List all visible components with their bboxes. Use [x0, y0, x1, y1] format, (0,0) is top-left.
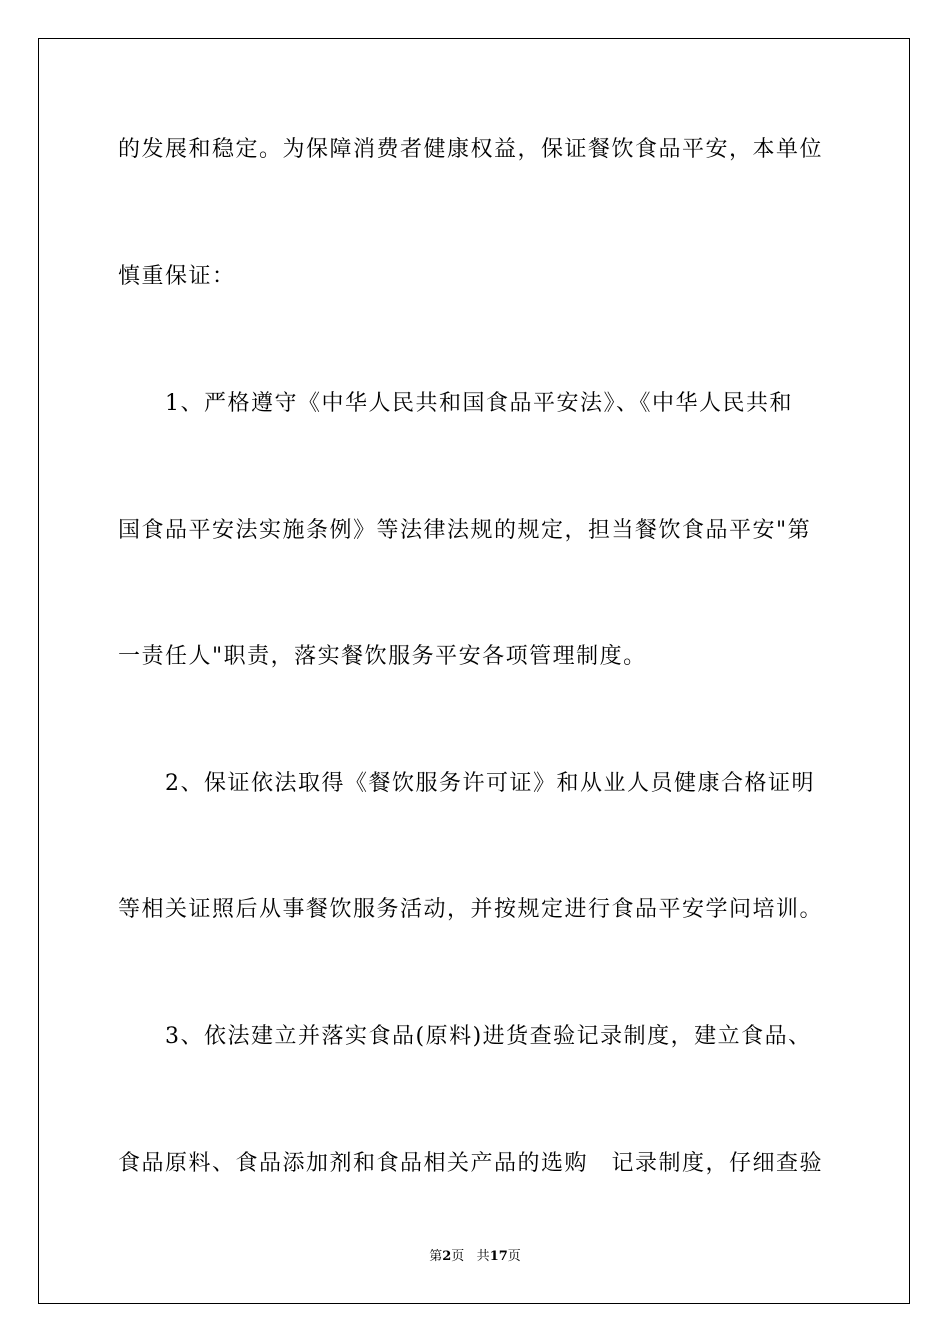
- text-line-8: 3、依法建立并落实食品(原料)进货查验记录制度，建立食品、: [118, 1024, 812, 1049]
- text-line-5: 一责任人"职责，落实餐饮服务平安各项管理制度。: [118, 644, 647, 669]
- text-line-3: 1、严格遵守《中华人民共和国食品平安法》、《中华人民共和: [118, 391, 793, 416]
- footer-total-prefix: 共: [476, 1249, 490, 1264]
- text-line-1: 的发展和稳定。为保障消费者健康权益，保证餐饮食品平安，本单位: [118, 137, 824, 162]
- footer-total-suffix: 页: [507, 1249, 521, 1264]
- text-line-2: 慎重保证：: [118, 264, 236, 289]
- page-footer: [0, 1248, 950, 1266]
- footer-page-number: 2: [442, 1249, 452, 1264]
- footer-prefix: 第: [429, 1249, 443, 1264]
- text-line-6: 2、保证依法取得《餐饮服务许可证》和从业人员健康合格证明: [118, 771, 815, 796]
- text-line-9: 食品原料、食品添加剂和食品相关产品的选购 记录制度，仔细查验: [118, 1151, 824, 1176]
- footer-total-pages: 17: [489, 1249, 508, 1264]
- text-line-4: 国食品平安法实施条例》等法律法规的规定，担当餐饮食品平安"第: [118, 518, 812, 543]
- footer-page-suffix: 页: [451, 1249, 465, 1264]
- text-line-7: 等相关证照后从事餐饮服务活动，并按规定进行食品平安学问培训。: [118, 897, 824, 922]
